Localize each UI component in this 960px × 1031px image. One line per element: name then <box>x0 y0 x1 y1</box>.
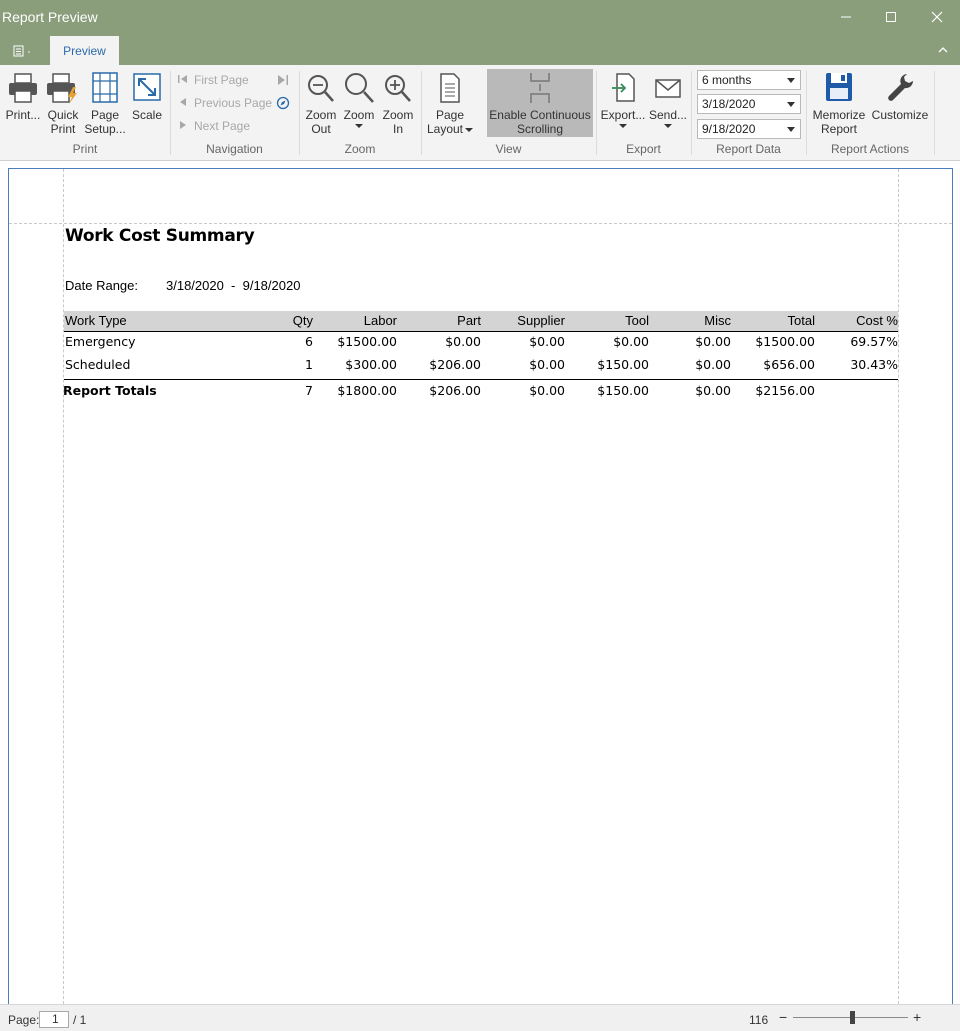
column-header: Work Type <box>65 313 127 328</box>
top-margin-guide <box>9 223 952 224</box>
send-label: Send... <box>648 108 688 122</box>
ribbon-separator <box>934 71 935 155</box>
scale-label: Scale <box>131 108 163 122</box>
page-layout-label-1: Page <box>435 108 465 122</box>
next-page-icon <box>178 119 188 133</box>
totals-label: Report Totals <box>63 383 157 398</box>
save-disk-icon <box>824 71 854 105</box>
column-header: Part <box>457 313 481 328</box>
report-page <box>8 168 953 1004</box>
page-number-input[interactable]: 1 <box>39 1011 69 1028</box>
date-range-label: Date Range: <box>65 278 138 293</box>
zoom-in-icon <box>383 71 413 105</box>
table-cell: 1 <box>305 357 313 372</box>
ribbon-tab-strip <box>0 36 960 65</box>
start-date-value: 3/18/2020 <box>702 97 756 111</box>
zoom-in-label-2: In <box>392 122 403 136</box>
table-cell: 69.57% <box>850 334 898 349</box>
table-cell: $656.00 <box>763 357 815 372</box>
page-label: Page: <box>8 1013 40 1027</box>
totals-cell: $1800.00 <box>337 383 397 398</box>
previous-page-icon <box>178 96 188 110</box>
print-group-label: Print <box>72 142 98 156</box>
zoom-dropdown-arrow-icon <box>355 124 363 128</box>
wrench-icon <box>885 71 915 105</box>
previous-page-label: Previous Page <box>194 96 273 110</box>
table-cell: $300.00 <box>345 357 397 372</box>
zoom-out-button[interactable] <box>302 71 340 136</box>
table-cell: $0.00 <box>695 357 731 372</box>
window-title: Report Preview <box>2 9 98 25</box>
print-button[interactable] <box>4 71 42 122</box>
page-layout-button[interactable] <box>426 71 474 136</box>
scale-button[interactable] <box>128 71 166 122</box>
status-bar <box>0 1004 960 1031</box>
send-button[interactable] <box>647 71 689 128</box>
maximize-button[interactable] <box>868 0 914 34</box>
scale-icon <box>132 71 162 105</box>
quick-print-label-2: Print <box>50 122 76 136</box>
zoom-out-label-2: Out <box>311 122 331 136</box>
zoom-in-label-1: Zoom <box>382 108 414 122</box>
report-actions-group-label: Report Actions <box>830 142 910 156</box>
report-title: Work Cost Summary <box>65 226 255 246</box>
print-label: Print... <box>5 108 41 122</box>
right-margin-guide <box>898 169 899 1004</box>
customize-label: Customize <box>871 108 929 122</box>
zoom-icon <box>343 71 375 105</box>
export-label: Export... <box>600 108 646 122</box>
close-button[interactable] <box>914 0 960 34</box>
zoom-out-icon <box>306 71 336 105</box>
next-page-button[interactable] <box>178 119 250 133</box>
zoom-out-label-1: Zoom <box>305 108 337 122</box>
row-label: Emergency <box>65 334 136 349</box>
envelope-icon <box>654 71 682 105</box>
tab-preview[interactable]: Preview <box>50 36 119 65</box>
page-setup-label-2: Setup... <box>84 122 126 136</box>
send-dropdown-arrow-icon <box>664 124 672 128</box>
view-group-label: View <box>495 142 522 156</box>
quick-print-button[interactable] <box>44 71 82 136</box>
first-page-label: First Page <box>194 73 249 87</box>
page-setup-icon <box>90 71 120 105</box>
end-date-picker[interactable] <box>697 119 801 139</box>
first-page-icon <box>178 73 188 87</box>
next-page-label: Next Page <box>194 119 251 133</box>
export-group-label: Export <box>626 142 661 156</box>
table-cell: $0.00 <box>695 334 731 349</box>
period-dropdown-arrow-icon <box>787 78 795 83</box>
zoom-plus-button[interactable]: + <box>913 1009 922 1025</box>
totals-cell: $206.00 <box>429 383 481 398</box>
totals-cell: $2156.00 <box>755 383 815 398</box>
table-cell: $206.00 <box>429 357 481 372</box>
column-header: Tool <box>625 313 649 328</box>
page-layout-dropdown-arrow-icon <box>465 128 473 132</box>
zoom-percentage: 116 <box>749 1013 769 1027</box>
export-icon <box>609 71 637 105</box>
export-button[interactable] <box>600 71 646 128</box>
memorize-report-label-1: Memorize <box>812 108 866 122</box>
title-bar <box>0 0 960 36</box>
quick-print-label-1: Quick <box>47 108 79 122</box>
collapse-ribbon-icon[interactable] <box>936 43 950 57</box>
start-date-picker[interactable] <box>697 94 801 114</box>
end-date-value: 9/18/2020 <box>702 122 756 136</box>
zoom-slider-thumb[interactable] <box>850 1011 855 1024</box>
date-range-value: 3/18/2020 - 9/18/2020 <box>166 278 301 293</box>
totals-divider <box>64 379 898 380</box>
memorize-report-button[interactable] <box>810 71 868 136</box>
table-cell: $1500.00 <box>755 334 815 349</box>
go-to-page-icon[interactable] <box>276 96 290 110</box>
last-page-icon[interactable] <box>277 74 289 86</box>
page-total: / 1 <box>73 1013 87 1027</box>
zoom-in-button[interactable] <box>379 71 417 136</box>
report-data-group-label: Report Data <box>716 142 781 156</box>
table-cell: $0.00 <box>529 357 565 372</box>
application-menu-icon[interactable] <box>12 43 34 59</box>
page-setup-label-1: Page <box>90 108 120 122</box>
maximize-icon <box>885 11 897 23</box>
memorize-report-label-2: Report <box>820 122 858 136</box>
table-cell: $1500.00 <box>337 334 397 349</box>
start-date-dropdown-arrow-icon <box>787 102 795 107</box>
left-margin-guide <box>63 169 64 1004</box>
page-setup-button[interactable] <box>84 71 126 136</box>
column-header: Labor <box>363 313 397 328</box>
row-label: Scheduled <box>65 357 131 372</box>
page-layout-icon <box>437 71 463 105</box>
ribbon <box>0 65 960 161</box>
column-header: Cost % <box>856 313 898 328</box>
quick-print-icon <box>46 71 80 105</box>
customize-button[interactable] <box>870 71 930 122</box>
table-cell: $0.00 <box>529 334 565 349</box>
page-layout-label-2: Layout <box>426 122 464 136</box>
column-header: Misc <box>704 313 731 328</box>
minimize-button[interactable] <box>823 0 869 34</box>
column-header: Total <box>787 313 815 328</box>
first-page-button[interactable] <box>178 73 249 87</box>
zoom-minus-button[interactable]: − <box>779 1009 788 1025</box>
continuous-scrolling-label-2: Scrolling <box>516 122 564 136</box>
table-cell: $150.00 <box>597 357 649 372</box>
minimize-icon <box>840 11 852 23</box>
zoom-label: Zoom <box>343 108 375 122</box>
totals-cell: $150.00 <box>597 383 649 398</box>
enable-continuous-scrolling-button[interactable] <box>487 71 593 136</box>
previous-page-button[interactable] <box>178 96 272 110</box>
printer-icon <box>7 71 39 105</box>
continuous-scrolling-icon <box>527 71 553 105</box>
table-cell: 30.43% <box>850 357 898 372</box>
zoom-button[interactable] <box>340 71 378 128</box>
period-value: 6 months <box>702 73 752 87</box>
end-date-dropdown-arrow-icon <box>787 127 795 132</box>
table-cell: 6 <box>305 334 313 349</box>
table-cell: $0.00 <box>613 334 649 349</box>
table-cell: $0.00 <box>445 334 481 349</box>
totals-cell: $0.00 <box>695 383 731 398</box>
totals-cell: 7 <box>305 383 313 398</box>
document-viewer[interactable] <box>0 161 960 1004</box>
column-header: Supplier <box>517 313 565 328</box>
totals-cell: $0.00 <box>529 383 565 398</box>
period-select[interactable] <box>697 70 801 90</box>
export-dropdown-arrow-icon <box>619 124 627 128</box>
continuous-scrolling-label-1: Enable Continuous <box>489 108 591 122</box>
navigation-group-label: Navigation <box>206 142 263 156</box>
column-header: Qty <box>292 313 313 328</box>
close-icon <box>931 11 943 23</box>
zoom-group-label: Zoom <box>344 142 376 156</box>
